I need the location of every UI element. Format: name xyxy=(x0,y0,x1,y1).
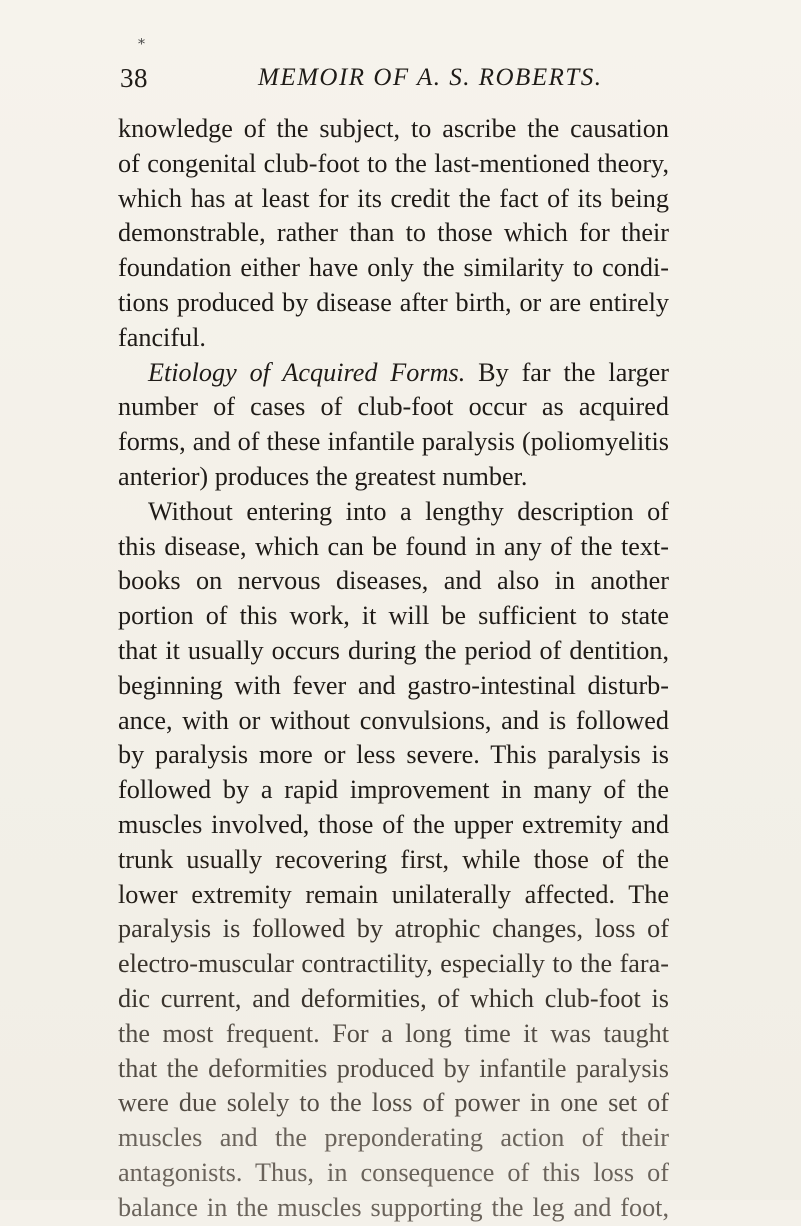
text-line: electro-muscular contractility, especially to the fara- xyxy=(118,949,669,979)
text-line: tions produced by disease after birth, or are entirely xyxy=(118,287,669,317)
text-line: knowledge of the subject, to ascribe the causation xyxy=(118,114,669,143)
text-line: that the deformities produced by infantile paralysis xyxy=(118,1053,669,1083)
text-line: Without entering into a lengthy description of xyxy=(148,496,669,526)
text-line: followed by a rapid improvement in many of the xyxy=(118,775,669,805)
text-line: trunk usually recovering first, while those of the xyxy=(118,844,669,874)
page-number: 38 xyxy=(120,63,148,93)
running-head: MEMOIR OF A. S. ROBERTS. xyxy=(258,64,603,91)
text-line: antagonists. Thus, in consequence of this loss of xyxy=(118,1157,669,1187)
text-line: muscles involved, those of the upper extremity and xyxy=(118,809,669,839)
text-line: paralysis is followed by atrophic changes, loss of xyxy=(118,914,669,944)
text-line: muscles and the preponderating action of their xyxy=(118,1123,669,1153)
text-line: the most frequent. For a long time it was taught xyxy=(118,1018,669,1048)
text-fragment: By far the larger xyxy=(465,357,670,387)
text-line: balance in the muscles supporting the leg and foot, xyxy=(118,1192,669,1222)
text-line: dic current, and deformities, of which club-foot is xyxy=(118,983,669,1013)
text-line: of congenital club-foot to the last-mentioned theory, xyxy=(118,148,669,178)
text-line: forms, and of these infantile paralysis (poliomyelitis xyxy=(118,427,669,457)
section-heading-line xyxy=(118,356,669,391)
text-line: this disease, which can be found in any of the text- xyxy=(118,531,669,561)
text-line: lower extremity remain unilaterally affected. The xyxy=(118,879,669,909)
body-text xyxy=(118,112,669,1226)
text-line: by paralysis more or less severe. This paralysis is xyxy=(118,740,669,770)
text-line: that it usually occurs during the period of dentition, xyxy=(118,635,669,665)
text-line: demonstrable, rather than to those which for their xyxy=(118,218,669,248)
text-line: anterior) produces the greatest number. xyxy=(118,461,528,491)
text-line: were due solely to the loss of power in one set of xyxy=(118,1088,669,1118)
printer-mark: ⁎ xyxy=(138,33,145,48)
text-line: books on nervous diseases, and also in another xyxy=(118,566,669,596)
text-line: fanciful. xyxy=(118,322,206,352)
section-heading: Etiology of Acquired Forms. xyxy=(148,357,466,387)
text-line: number of cases of club-foot occur as acquired xyxy=(118,392,669,422)
text-line: beginning with fever and gastro-intestinal disturb- xyxy=(118,670,669,700)
text-line: portion of this work, it will be sufficient to state xyxy=(118,601,669,631)
text-line: ance, with or without convulsions, and is followed xyxy=(118,705,669,735)
text-line: which has at least for its credit the fact of its being xyxy=(118,183,669,213)
text-line: foundation either have only the similarity to condi- xyxy=(118,253,669,283)
page-header xyxy=(0,60,801,96)
